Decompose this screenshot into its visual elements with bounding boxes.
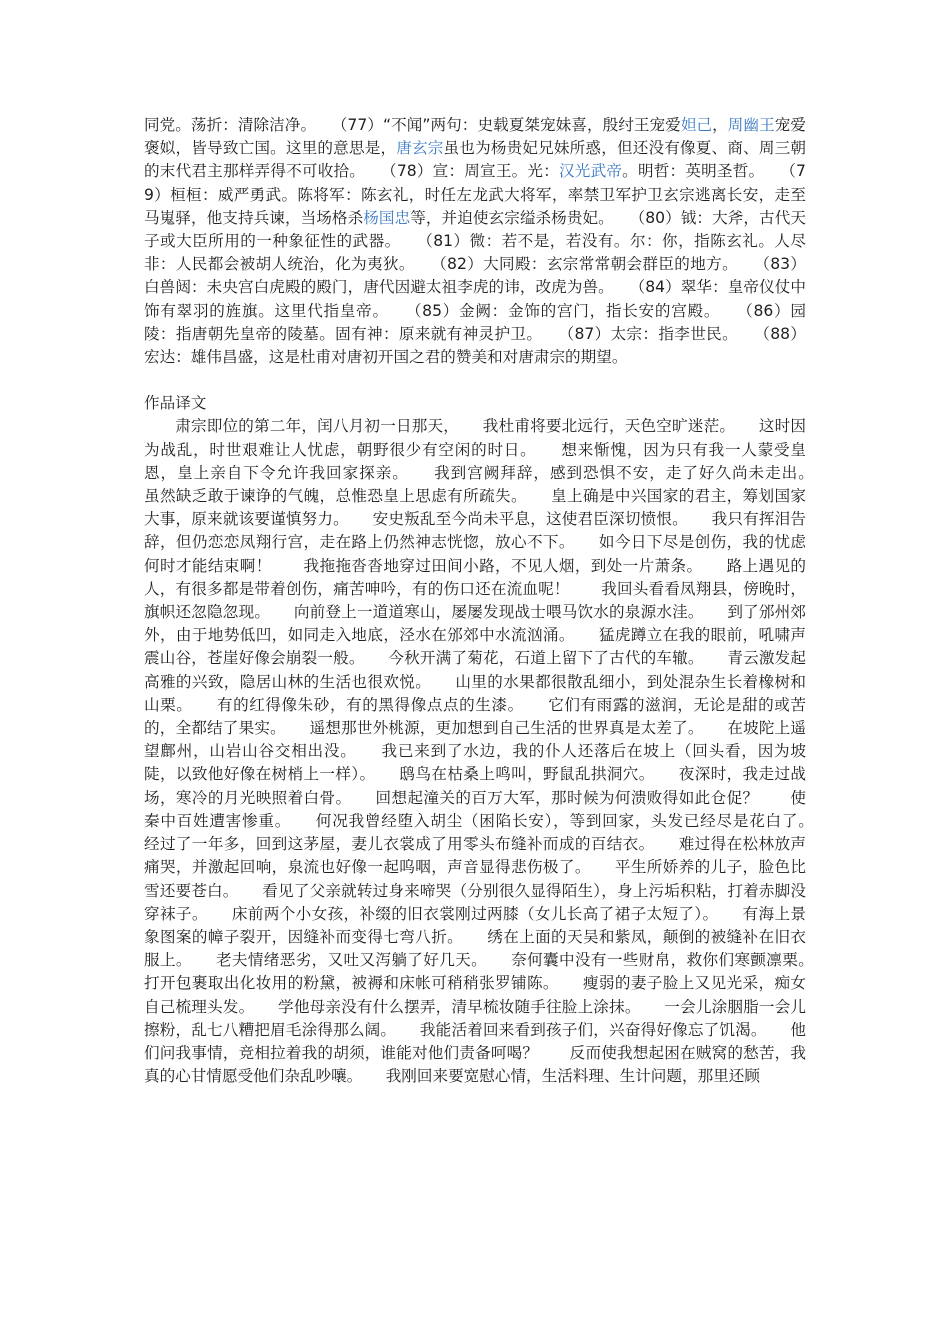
annotation-notes [144,114,806,369]
document-page [144,114,838,1088]
notes-text-2: ， [712,116,728,134]
link-zhou-you-wang[interactable]: 周幽王 [727,116,775,134]
notes-text-4: 虽也为杨贵妃兄妹所惑，但还没有像夏、商、周三朝的末代君主那样弄得不可收拾。 （78）宣：周宣王。光： [144,139,806,181]
link-tang-xuanzong[interactable]: 唐玄宗 [396,139,444,158]
translation-paragraph: 肃宗即位的第二年，闰八月初一日那天， 我杜甫将要北远行，天色空旷迷茫。 这时因为战乱，时世艰难让人忧虑，朝野很少有空闲的时日。 想来惭愧，因为只有我一人蒙受皇恩，皇上亲自下令允许我回家探亲。 我到宫阙拜辞，感到恐惧不安，走了好久尚未走出。 虽然缺乏敢于谏诤的气魄，总惟恐皇上思虑有所疏失。 皇上确是中兴国家的君主，筹划国家大事，原来就该要谨慎努力。 安史叛乱至今尚未平息，这使君臣深切愤恨。 我只有挥泪告辞，但仍恋恋凤翔行宫，走在路上仍然神志恍惚，放心不下。 如今日下尽是创伤，我的忧虑何时才能结束啊！ 我拖拖沓沓地穿过田间小路，不见人烟，到处一片萧条。 路上遇见的人，有很多都是带着创伤，痛苦呻吟，有的伤口还在流血呢！ 我回头看看凤翔县，傍晚时，旗帜还忽隐忽现。 向前登上一道道寒山，屡屡发现战士喂马饮水的泉源水洼。 到了邠州郊外，由于地势低凹，如同走入地底，泾水在邠郊中水流汹涌。 猛虎蹲立在我的眼前，吼啸声震山谷，苍崖好像会崩裂一般。 今秋开满了菊花，石道上留下了古代的车辙。 青云激发起高雅的兴致，隐居山林的生活也很欢悦。 山里的水果都很散乱细小，到处混杂生长着橡树和山栗。 有的红得像朱砂，有的黑得像点点的生漆。 它们有雨露的滋润，无论是甜的或苦的，全都结了果实。 遥想那世外桃源，更加想到自己生活的世界真是太差了。 在坡陀上遥望鄜州，山岩山谷交相出没。 我已来到了水边，我的仆人还落后在坡上（回头看，因为坡陡，以致他好像在树梢上一样）。 鸱鸟在枯桑上鸣叫，野鼠乱拱洞穴。 夜深时，我走过战场，寒冷的月光映照着白骨。 回想起潼关的百万大军，那时候为何溃败得如此仓促？ 使秦中百姓遭害惨重。 何况我曾经堕入胡尘（困陷长安），等到回家，头发已经尽是花白了。 经过了一年多，回到这茅屋，妻儿衣裳成了用零头布缝补而成的百结衣。 难过得在松林放声痛哭，并激起回响，泉流也好像一起呜咽，声音显得悲伤极了。 平生所娇养的儿子，脸色比雪还要苍白。 看见了父亲就转过身来啼哭（分别很久显得陌生），身上污垢积粘，打着赤脚没穿袜子。 床前两个小女孩，补缀的旧衣裳刚过两膝（女儿长高了裙子太短了）。 有海上景象图案的幛子裂开，因缝补而变得七弯八折。 绣在上面的天吴和紫凤，颠倒的被缝补在旧衣服上。 老夫情绪恶劣，又吐又泻躺了好几天。 奈何囊中没有一些财帛，救你们寒颤凛栗。 打开包裹取出化妆用的粉黛，被褥和床帐可稍稍张罗铺陈。 瘦弱的妻子脸上又见光采，痴女自己梳理头发。 学他母亲没有什么摆弄，清早梳妆随手往脸上涂抹。 一会儿涂胭脂一会儿擦粉，乱七八糟把眉毛涂得那么阔。 我能活着回来看到孩子们，兴奋得好像忘了饥渴。 他们问我事情，竞相拉着我的胡须，谁能对他们责备呵喝？ 反而使我想起困在贼窝的愁苦，我真的心甘情愿受他们杂乱吵嚷。 我刚回来要宽慰心情，生活料理、生计问题，那里还顾 [144,417,838,1086]
notes-text-5: 。明哲：英明圣哲。 （79）桓桓：威严勇武。陈将军：陈玄礼，时任左龙武大将军，率禁卫军护卫玄宗逃离长安，走至马嵬驿，他支持兵谏，当场格杀 [144,162,806,227]
notes-text-1: 同党。荡折：清除洁净。 （77）“不闻”两句：史载夏桀宠妹喜，殷纣王宠爱 [144,116,681,134]
notes-text-6: 等，并迫使玄宗缢杀杨贵妃。 （80）钺：大斧，古代天子或大臣所用的一种象征性的武器。 （81）微：若不是，若没有。尔：你，指陈玄礼。人尽非：人民都会被胡人统治，化为夷狄。 （82）大同殿：玄宗常常朝会群臣的地方。 （83）白兽闼：未央宫白虎殿的殿门，唐代因避太祖李虎的讳，改虎为兽。 （84）翠华：皇帝仪仗中饰有翠羽的旌旗。这里代指皇帝。 （85）金阙：金饰的宫门，指长安的宫殿。 （86）园陵：指唐朝先皇帝的陵墓。固有神：原来就有神灵护卫。 （87）太宗：指李世民。 （88）宏达：雄伟昌盛，这是杜甫对唐初开国之君的赞美和对唐肃宗的期望。 [144,208,806,367]
link-han-guangwudi[interactable]: 汉光武帝 [559,162,623,181]
link-yang-guozhong[interactable]: 杨国忠 [363,208,411,227]
section-title: 作品译文 [144,394,207,413]
link-daji[interactable]: 妲己 [680,116,713,134]
notes-text-3: 宠爱褒姒，皆导致亡国。这里的意思是， [144,116,806,158]
